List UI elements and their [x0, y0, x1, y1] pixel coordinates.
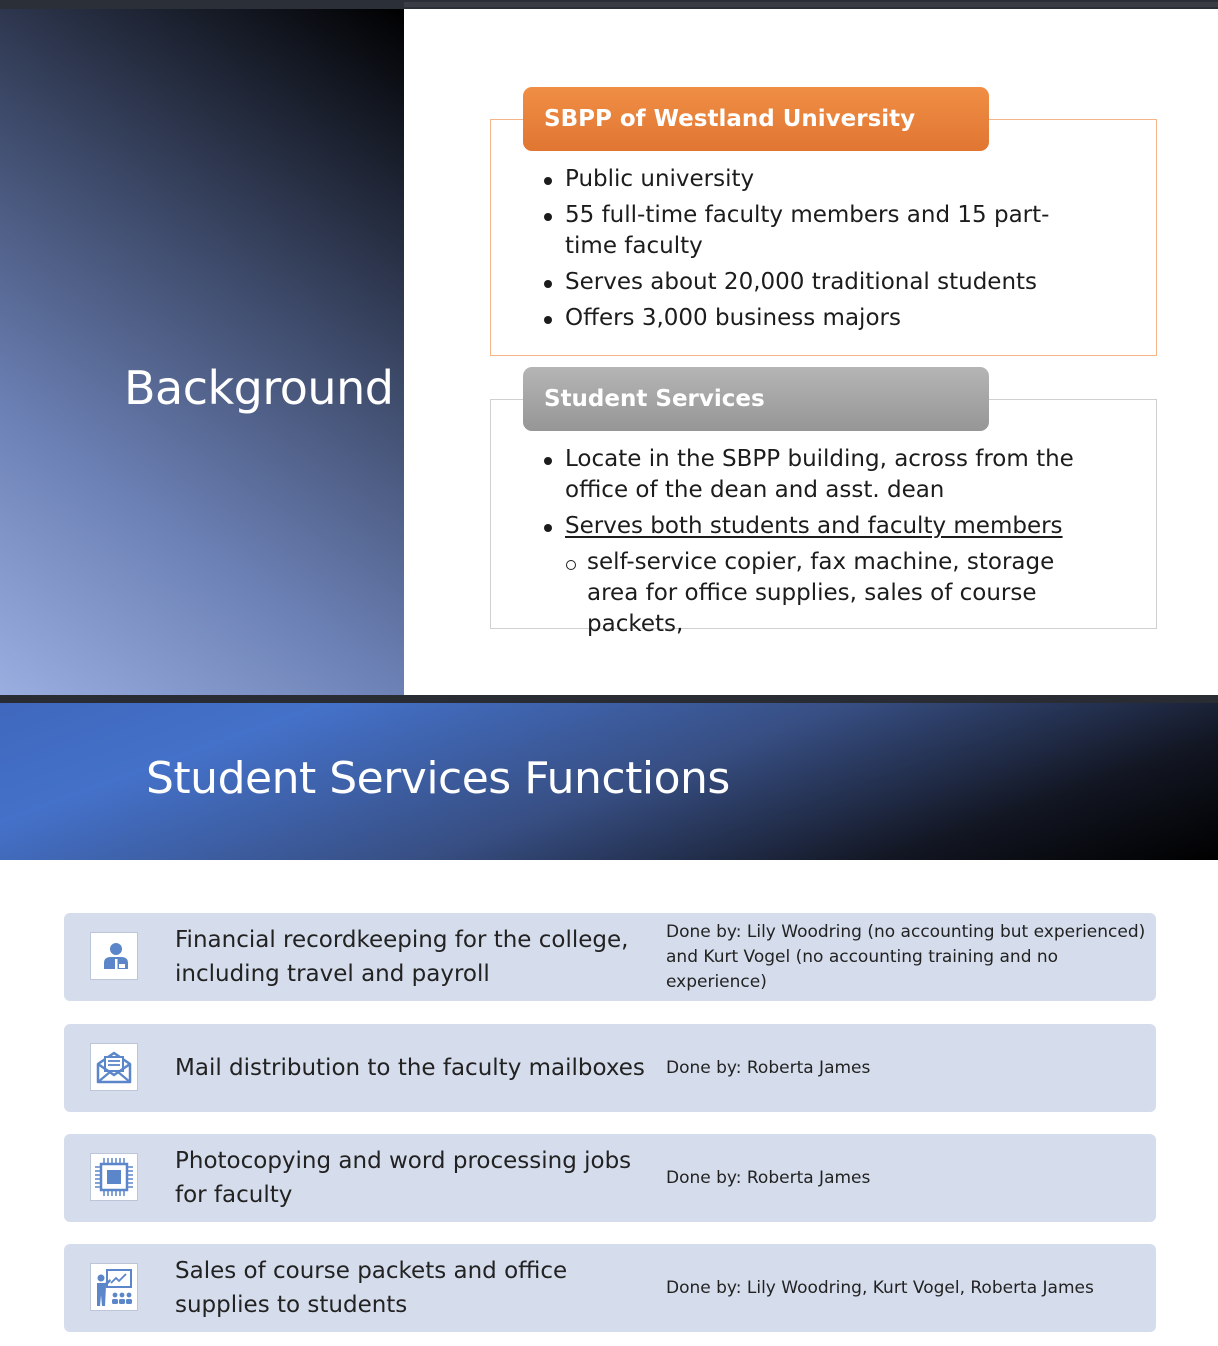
bullet-item: Public university — [540, 164, 1100, 195]
bullet-item: Locate in the SBPP building, across from the office of the dean and asst. dean — [540, 444, 1100, 506]
student-services-bullets — [540, 444, 1100, 645]
chip-icon — [90, 1153, 138, 1201]
done-by-line: and Kurt Vogel (no accounting training and no experience) — [666, 946, 1059, 992]
slide1-title: Background — [124, 361, 394, 415]
slide1-title-panel — [0, 9, 404, 695]
classroom-icon — [90, 1263, 138, 1311]
function-card — [64, 1134, 1156, 1222]
done-by-text — [666, 913, 1151, 1001]
slide2-title: Student Services Functions — [146, 753, 730, 804]
student-services-heading: Student Services — [523, 367, 989, 431]
mail-icon — [90, 1043, 138, 1091]
person-icon — [90, 932, 138, 980]
top-strip — [0, 0, 1218, 9]
bullet-item — [540, 511, 1100, 542]
done-by-text: Done by: Lily Woodring, Kurt Vogel, Roberta James — [666, 1277, 1094, 1298]
bullet-item: Serves about 20,000 traditional students — [540, 267, 1100, 298]
done-by-text: Done by: Roberta James — [666, 1057, 871, 1078]
slide2-title-banner — [0, 703, 1218, 860]
underlined-bullet-text: Serves both students and faculty members — [565, 513, 1063, 539]
function-text: Photocopying and word processing jobs for faculty — [175, 1148, 632, 1208]
slide-divider — [0, 695, 1218, 703]
done-by-line: Done by: Lily Woodring (no accounting but experienced) — [666, 921, 1146, 942]
function-text: Financial recordkeeping for the college, including travel and payroll — [175, 927, 629, 987]
university-heading: SBPP of Westland University — [523, 87, 989, 151]
function-card — [64, 1244, 1156, 1332]
function-card — [64, 913, 1156, 1001]
function-text: Mail distribution to the faculty mailboxes — [175, 1055, 645, 1081]
bullet-item: 55 full-time faculty members and 15 part-time faculty — [540, 200, 1100, 262]
done-by-text: Done by: Roberta James — [666, 1167, 871, 1188]
sub-bullet-item: self-service copier, fax machine, storage area for office supplies, sales of course packets, — [540, 547, 1100, 640]
function-text: Sales of course packets and office supplies to students — [175, 1258, 568, 1318]
university-bullets — [540, 164, 1100, 339]
top-strip-line — [404, 2, 1218, 7]
bullet-item: Offers 3,000 business majors — [540, 303, 1100, 334]
function-card — [64, 1024, 1156, 1112]
